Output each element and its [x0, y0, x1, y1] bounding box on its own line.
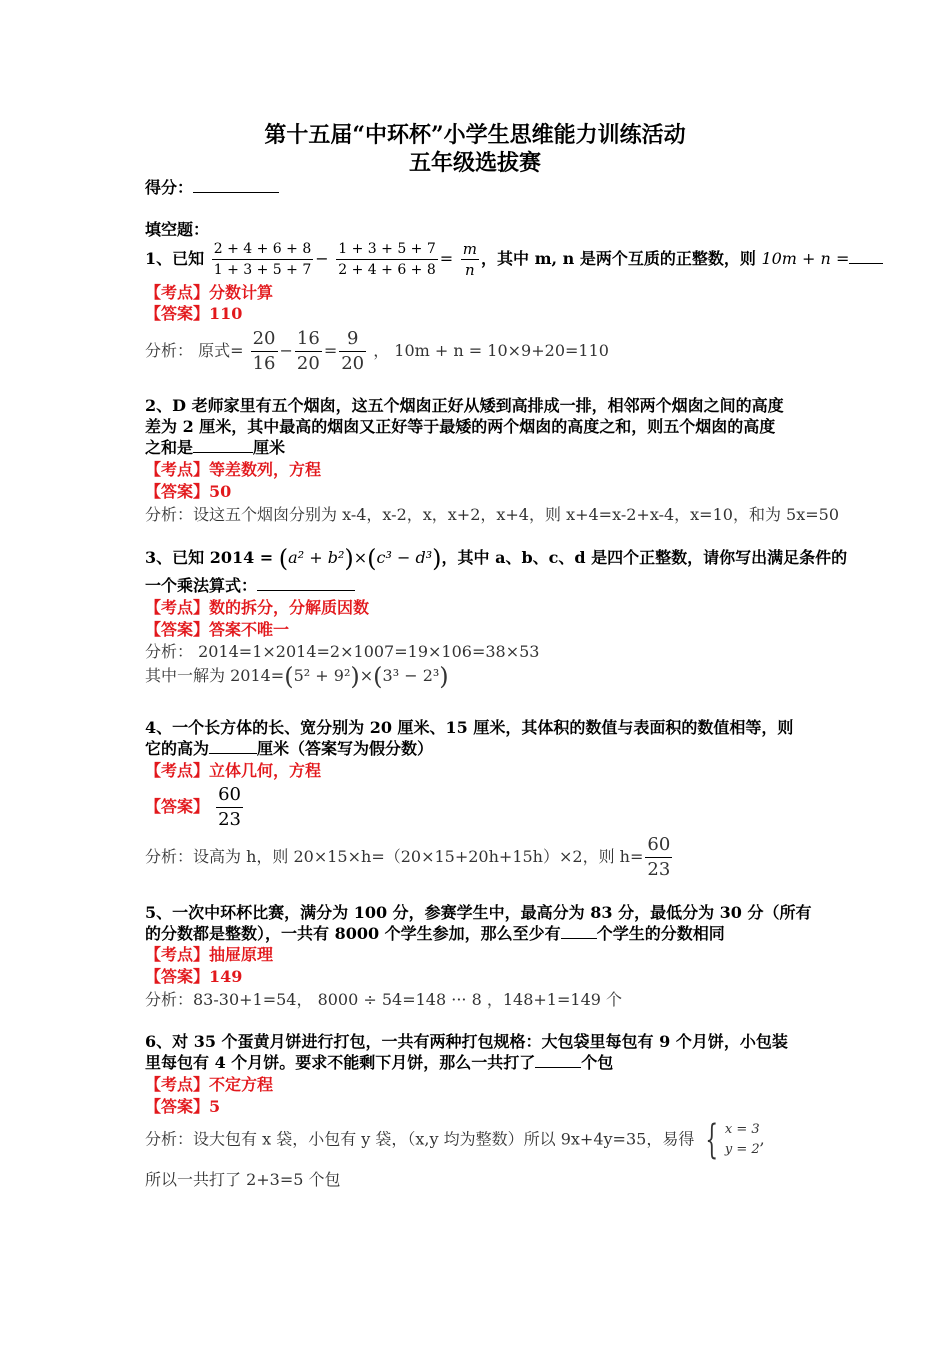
q1-f3-den: n [465, 261, 475, 279]
q1-fraction-3 [461, 240, 479, 279]
q3-analysis: 分析： 2014=1×2014=2×1007=19×106=38×53 [145, 642, 540, 661]
q3-answer: 【答案】答案不唯一 [145, 620, 290, 639]
q6-line-1: 6、对 35 个蛋黄月饼进行打包，一共有两种打包规格：大包袋里每包有 9 个月饼，小包装 [145, 1032, 788, 1051]
q6-line-2-post: 个包 [581, 1053, 614, 1072]
q5-line-2-pre: 的分数都是整数），一共有 8000 个学生参加，那么至少有 [145, 924, 561, 943]
q1-a-f1-num: 20 [251, 328, 278, 352]
q3-expression: (a² + b²)×(c³ − d³) [278, 544, 442, 573]
q6-line-2 [145, 1053, 613, 1073]
title-line-2: 五年级选拔赛 [408, 150, 541, 176]
q2-line-3-pre: 之和是 [145, 438, 194, 457]
q6-kaodian: 【考点】不定方程 [145, 1075, 274, 1094]
q1-number: 1、 [145, 249, 173, 268]
q3-sol-term-1: 5² + 9² [293, 666, 351, 685]
q4-answer-label: 【答案】 [145, 797, 210, 816]
q3-stem [145, 544, 848, 573]
q5-line-2-post: 个学生的分数相同 [596, 924, 725, 943]
q1-blank [849, 249, 883, 264]
q1-f3-num: m [462, 240, 477, 258]
q1-analysis-label: 分析： 原式= [145, 341, 244, 360]
q3-sol-term-2: 3³ − 2³ [382, 666, 440, 685]
q3-term-2: c³ − d³ [376, 548, 433, 567]
q2-line-1: 2、D 老师家里有五个烟囱，这五个烟囱正好从矮到高排成一排，相邻两个烟囱之间的高度 [145, 396, 784, 415]
q1-equals: = [439, 249, 454, 268]
q1-fraction-2 [336, 240, 438, 279]
q3-solution: 其中一解为 2014=(5² + 9²)×(3³ − 2³) [145, 662, 449, 691]
q2-kaodian: 【考点】等差数列，方程 [145, 460, 322, 479]
q6-answer: 【答案】5 [145, 1097, 221, 1116]
q5-answer: 【答案】149 [145, 967, 243, 986]
q1-f1-num: 2 + 4 + 6 + 8 [212, 240, 314, 260]
q4-analysis-text: 分析：设高为 h，则 20×15×h=（20×15+20h+15h）×2，则 h= [145, 847, 644, 866]
q5-line-1: 5、一次中环杯比赛，满分为 100 分，参赛学生中，最高分为 83 分，最低分为 30 分（所有 [145, 903, 812, 922]
q1-a-f1-den: 16 [252, 353, 276, 374]
q5-analysis: 分析：83-30+1=54， 8000 ÷ 54=148 ··· 8 ，148+1=149 个 [145, 990, 623, 1009]
q6-analysis [145, 1117, 765, 1163]
q4-blank [209, 739, 257, 754]
score-label: 得分： [145, 178, 194, 197]
q1-minus: − [315, 249, 329, 268]
q6-line-2-pre: 里每包有 4 个月饼。要求不能剩下月饼，那么一共打了 [145, 1053, 536, 1072]
q4-answer-num: 60 [216, 784, 243, 808]
q2-analysis: 分析：设这五个烟囱分别为 x-4，x-2，x，x+2，x+4，则 x+4=x-2+x-4，x=10，和为 5x=50 [145, 505, 839, 524]
q2-line-3-post: 厘米 [253, 438, 286, 457]
q1-f2-num: 1 + 3 + 5 + 7 [336, 240, 438, 260]
q1-a-f2-den: 20 [296, 353, 320, 374]
q4-analysis-num: 60 [645, 834, 672, 858]
title-line-1: 第十五届“中环杯”小学生思维能力训练活动 [264, 122, 686, 148]
q3-times: × [353, 548, 368, 567]
q1-stem [145, 240, 883, 279]
q1-a-equals: = [323, 341, 338, 360]
q4-answer [145, 784, 245, 831]
q1-f2-den: 2 + 4 + 6 + 8 [338, 262, 436, 278]
q4-analysis-den: 23 [647, 859, 671, 880]
q4-line-1: 4、一个长方体的长、宽分别为 20 厘米、15 厘米，其体积的数值与表面积的数值相等，则 [145, 718, 794, 737]
q1-kaodian: 【考点】分数计算 [145, 283, 274, 302]
q1-analysis-tail: ， 10m + n = 10×9+20=110 [368, 341, 609, 360]
q4-line-2-post: 厘米（答案写为假分数） [257, 739, 434, 758]
q6-sys-tail: , [759, 1129, 765, 1149]
q1-a-minus: − [279, 341, 293, 360]
q5-line-2 [145, 924, 725, 944]
section-label: 填空题： [145, 220, 210, 239]
q2-line-2: 差为 2 厘米，其中最高的烟囱又正好等于最矮的两个烟囱的高度之和，则五个烟囱的高度 [145, 417, 776, 436]
q4-answer-fraction [216, 784, 243, 831]
q3-post: ，其中 a、b、c、d 是四个正整数，请你写出满足条件的 [441, 548, 848, 567]
q1-f1-den: 1 + 3 + 5 + 7 [213, 262, 312, 278]
q4-analysis-fraction [645, 834, 672, 881]
q3-line-2 [145, 576, 355, 596]
q6-sys-row-1: x = 3 [724, 1122, 760, 1137]
q6-equation-system: { x = 3 y = 2 [705, 1117, 760, 1163]
q4-kaodian: 【考点】立体几何，方程 [145, 761, 322, 780]
q5-blank [561, 924, 597, 939]
q1-a-frac-1 [251, 328, 278, 375]
q1-a-f2-num: 16 [295, 328, 322, 352]
q2-blank [193, 438, 253, 453]
q6-sys-row-2: y = 2 [724, 1142, 760, 1157]
q3-pre: 3、已知 2014 = [145, 548, 274, 567]
q6-analysis-text: 分析：设大包有 x 袋，小包有 y 袋，（x,y 均为整数）所以 9x+4y=35，易得 [145, 1129, 695, 1149]
q2-answer: 【答案】50 [145, 482, 232, 501]
q1-answer: 【答案】110 [145, 304, 243, 323]
q1-prefix: 已知 [172, 249, 205, 268]
q3-line-2-text: 一个乘法算式： [145, 576, 258, 595]
q1-a-frac-2 [295, 328, 322, 375]
q2-line-3 [145, 438, 285, 458]
q1-suffix: ，其中 m, n 是两个互质的正整数，则 [481, 249, 756, 268]
q4-answer-den: 23 [218, 809, 242, 830]
q1-a-frac-3 [339, 328, 366, 375]
score-blank [193, 178, 279, 193]
q4-analysis [145, 834, 674, 881]
q1-expression: 10m + n = [761, 249, 850, 268]
q4-line-2 [145, 739, 433, 759]
q3-term-1: a² + b² [288, 548, 345, 567]
q1-a-f3-num: 9 [339, 328, 366, 352]
q3-solution-pre: 其中一解为 2014= [145, 666, 285, 685]
q3-blank [257, 576, 355, 591]
q1-a-f3-den: 20 [341, 353, 365, 374]
q6-blank [535, 1053, 581, 1068]
q3-kaodian: 【考点】数的拆分，分解质因数 [145, 598, 370, 617]
q1-fraction-1 [212, 240, 314, 279]
q1-analysis [145, 328, 609, 375]
score-line [145, 178, 279, 198]
q6-conclusion: 所以一共打了 2+3=5 个包 [145, 1170, 341, 1189]
q4-line-2-pre: 它的高为 [145, 739, 210, 758]
q5-kaodian: 【考点】抽屉原理 [145, 945, 274, 964]
